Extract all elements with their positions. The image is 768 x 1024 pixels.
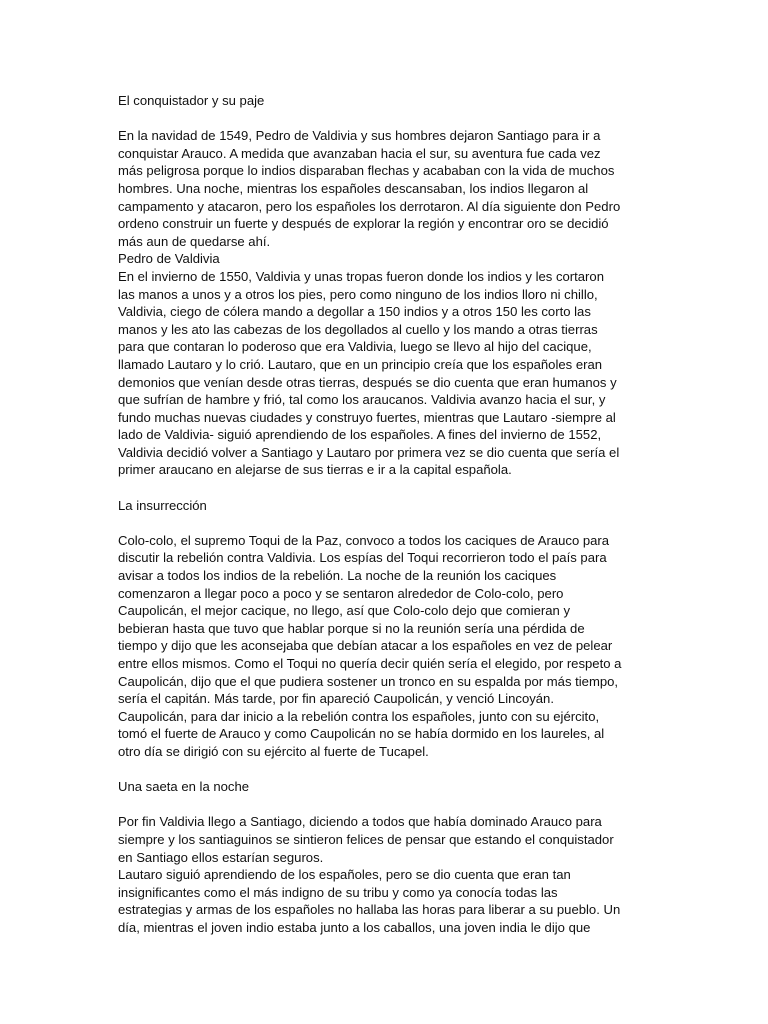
- text-line: llamado Lautaro y lo crió. Lautaro, que en un principio creía que los españoles eran: [118, 356, 603, 372]
- document-title: El conquistador y su paje: [118, 93, 265, 108]
- text-line: fundo muchas nuevas ciudades y construyo fuertes, mientras que Lautaro -siempre al: [118, 409, 616, 425]
- document-page: [118, 92, 654, 937]
- text-line: Por fin Valdivia llego a Santiago, diciendo a todos que había dominado Arauco para: [118, 814, 602, 830]
- paragraph-2: [118, 268, 654, 479]
- text-line: avisar a todos los indios de la rebelión. La noche de la reunión los caciques: [118, 568, 557, 584]
- text-line: siempre y los santiaguinos se sintieron felices de pensar que estando el conquistador: [118, 831, 614, 847]
- text-line: demonios que venían desde otras tierras, después se dio cuenta que eran humanos y: [118, 374, 617, 390]
- text-line: hombres. Una noche, mientras los españoles descansaban, los indios llegaron al: [118, 180, 589, 196]
- paragraph-3: [118, 532, 654, 761]
- text-line: comenzaron a llegar poco a poco y se sentaron alrededor de Colo-colo, pero: [118, 585, 564, 601]
- text-line: en Santiago ellos estarían seguros.: [118, 849, 324, 865]
- text-line: insignificantes como el más indigno de su tribu y como ya conocía todas las: [118, 884, 558, 900]
- section-heading: La insurrección: [118, 497, 207, 513]
- text-line: Lautaro siguió aprendiendo de los españoles, pero se dio cuenta que eran tan: [118, 867, 571, 883]
- text-line: campamento y atacaron, pero los españoles los derrotaron. Al día siguiente don Pedro: [118, 198, 621, 214]
- text-line: otro día se dirigió con su ejército al fuerte de Tucapel.: [118, 743, 429, 759]
- blank-line: [118, 796, 654, 814]
- text-line: entre ellos mismos. Como el Toqui no quería decir quién sería el elegido, por respeto a: [118, 656, 622, 671]
- text-line: Valdivia decidió volver a Santiago y Lautaro por primera vez se dio cuenta que sería el: [118, 444, 620, 460]
- text-line: más peligrosa porque lo indios disparaban flechas y acababan con la vida de muchos: [118, 163, 615, 179]
- text-line: más aun de quedarse ahí.: [118, 233, 271, 249]
- text-line: tomó el fuerte de Arauco y como Caupolicán no se había dormido en los laureles, al: [118, 726, 605, 742]
- text-line: Caupolicán, el mejor cacique, no llego, así que Colo-colo dejo que comieran y: [118, 603, 570, 619]
- paragraph-4: [118, 813, 654, 866]
- text-line: conquistar Arauco. A medida que avanzaban hacia el sur, su aventura fue cada vez: [118, 145, 601, 161]
- text-line: lado de Valdivia- siguió aprendiendo de los españoles. A fines del invierno de 1552,: [118, 427, 602, 443]
- paragraph-1: [118, 127, 654, 250]
- text-line: sería el capitán. Más tarde, por fin apareció Caupolicán, y venció Lincoyán.: [118, 691, 554, 707]
- paragraph-5: [118, 866, 654, 936]
- text-line: primer araucano en alejarse de sus tierras e ir a la capital española.: [118, 462, 512, 478]
- blank-line: [118, 110, 654, 128]
- text-line: para que contaran lo poderoso que era Valdivia, luego se llevo al hijo del cacique,: [118, 339, 592, 355]
- text-line: En el invierno de 1550, Valdivia y unas tropas fueron donde los indios y les cortaron: [118, 268, 604, 284]
- text-line: bebieran hasta que tuvo que hablar porque si no la reunión sería una pérdida de: [118, 620, 585, 636]
- text-line: estrategias y armas de los españoles no hallaba las horas para liberar a su pueblo. Un: [118, 902, 621, 918]
- text-line: En la navidad de 1549, Pedro de Valdivia y sus hombres dejaron Santiago para ir a: [118, 128, 601, 144]
- blank-line: [118, 479, 654, 497]
- text-line: Colo-colo, el supremo Toqui de la Paz, convoco a todos los caciques de Arauco para: [118, 532, 610, 548]
- text-line: tiempo y dijo que les aconsejaba que debían atacar a los españoles en vez de pelear: [118, 638, 613, 654]
- blank-line: [118, 761, 654, 779]
- section-heading: Una saeta en la noche: [118, 779, 250, 795]
- text-line: discutir la rebelión contra Valdivia. Los espías del Toqui recorrieron todo el país para: [118, 550, 607, 566]
- section-subheading: Pedro de Valdivia: [118, 251, 220, 267]
- text-line: manos y les ato las cabezas de los degollados al cuello y los mando a otras tierras: [118, 321, 598, 337]
- text-line: que sufrían de hambre y frió, tal como los araucanos. Valdivia avanzo hacia el sur, y: [118, 392, 606, 408]
- text-line: Valdivia, ciego de cólera mando a degollar a 150 indios y a otros 150 les corto las: [118, 304, 591, 320]
- text-line: las manos a unos y a otros los pies, pero como ninguno de los indios lloro ni chillo,: [118, 286, 598, 302]
- blank-line: [118, 514, 654, 532]
- text-line: día, mientras el joven indio estaba junto a los caballos, una joven india le dijo que: [118, 919, 591, 935]
- text-line: ordeno construir un fuerte y después de explorar la región y encontrar oro se decidió: [118, 216, 609, 232]
- text-line: Caupolicán, dijo que el que pudiera sostener un tronco en su espalda por más tiempo,: [118, 673, 619, 689]
- text-line: Caupolicán, para dar inicio a la rebelión contra los españoles, junto con su ejército,: [118, 708, 600, 724]
